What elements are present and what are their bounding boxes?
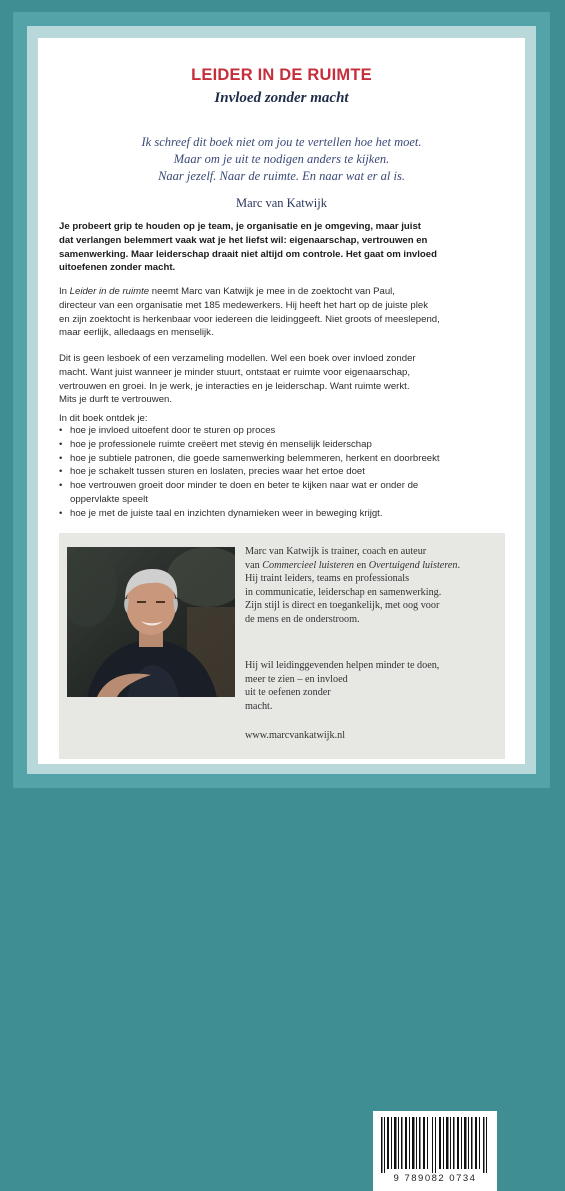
intro-line: samenwerking. Maar leiderschap draait niet altijd om controle. Het gaat om invloed <box>59 248 437 260</box>
mission-line: Hij wil leidinggevenden helpen minder te doen, <box>245 660 440 671</box>
bio-line: Marc van Katwijk is trainer, coach en auteur <box>245 546 427 557</box>
intro-line: uitoefenen zonder macht. <box>59 262 176 274</box>
back-cover-page <box>38 38 525 1184</box>
book-title: LEIDER IN DE RUIMTE <box>191 66 372 84</box>
book-subtitle: Invloed zonder macht <box>214 90 349 106</box>
purpose-paragraph <box>59 352 509 407</box>
purpose-line: macht. Want juist wanneer je minder stuurt, ontstaat er ruimte voor eigenaarschap, <box>59 366 411 378</box>
list-heading: In dit boek ontdek je: <box>59 413 148 424</box>
isbn-number: 9 789082 0734 <box>393 1173 477 1184</box>
quote-author: Marc van Katwijk <box>236 196 327 210</box>
bio-line: Hij traint leiders, teams en professionals <box>245 573 410 585</box>
book-reference: Overtuigend luisteren <box>368 559 458 571</box>
bio-line: Zijn stijl is direct en toegankelijk, met oog voor <box>245 600 440 612</box>
bio-line <box>245 559 495 573</box>
list-item: • hoe je schakelt tussen sturen en loslaten, precies waar het ertoe doet <box>59 465 509 479</box>
story-paragraph <box>59 285 509 340</box>
learning-list <box>59 424 509 521</box>
quote-line: Maar om je uit te nodigen anders te kijken. <box>173 152 390 166</box>
list-item: • hoe je invloed uitoefent door te sturen op proces <box>59 424 509 438</box>
bio-text: van <box>245 559 263 571</box>
quote-line: Ik schreef dit boek niet om jou te vertellen hoe het moet. <box>141 135 422 149</box>
list-item: • hoe vertrouwen groeit door minder te doen en beter te kijken naar wat er onder de <box>59 479 509 493</box>
book-title-inline: Leider in de ruimte <box>69 286 150 297</box>
book-reference: Commercieel luisteren <box>262 559 355 571</box>
intro-line: Je probeert grip te houden op je team, je organisatie en je omgeving, maar juist <box>59 221 421 232</box>
bio-line: in communicatie, leiderschap en samenwerking. <box>245 586 442 598</box>
bio-text: . <box>457 559 461 571</box>
list-item: • hoe je subtiele patronen, die goede samenwerking belemmeren, herkent en doorbreekt <box>59 452 509 466</box>
author-quote <box>38 134 525 185</box>
mission-line: uit te oefenen zonder <box>245 687 331 699</box>
author-section <box>59 533 505 1184</box>
mission-line: meer te zien – en invloed <box>245 673 348 685</box>
story-line <box>59 285 509 299</box>
quote-line: Naar jezelf. Naar de ruimte. En naar wat er al is. <box>158 169 405 183</box>
author-bio <box>245 545 495 627</box>
story-line: en zijn zoektocht is herkenbaar voor iedereen die leidinggeeft. Niet groots of meeslepend, <box>59 313 440 325</box>
list-item-continuation: oppervlakte speelt <box>70 493 148 505</box>
bio-text: en <box>354 559 369 571</box>
isbn-barcode <box>373 1111 497 1191</box>
intro-paragraph <box>59 220 509 275</box>
purpose-line: vertrouwen en groei. In je werk, je interacties en je leiderschap. Want ruimte werkt. <box>59 380 410 392</box>
author-mission <box>245 659 495 713</box>
list-item: • hoe je met de juiste taal en inzichten dynamieken weer in beweging krijgt. <box>59 507 509 521</box>
author-website: www.marcvankatwijk.nl <box>245 730 346 741</box>
barcode-bars <box>379 1117 491 1173</box>
mission-line: macht. <box>245 700 273 712</box>
intro-line: dat verlangen belemmert vaak wat je het liefst wil: eigenaarschap, vertrouwen en <box>59 234 428 246</box>
purpose-line: Dit is geen lesboek of een verzameling modellen. Wel een boek over invloed zonder <box>59 353 416 364</box>
story-line-prefix: In <box>59 286 70 297</box>
story-line: directeur van een organisatie met 185 medewerkers. Hij heeft het hart op de juiste plek <box>59 299 429 311</box>
author-photo <box>67 547 235 697</box>
list-item: • hoe je professionele ruimte creëert met stevig én menselijk leiderschap <box>59 438 509 452</box>
bio-line: de mens en de onderstroom. <box>245 613 360 625</box>
story-line-suffix: neemt Marc van Katwijk je mee in de zoektocht van Paul, <box>149 286 395 297</box>
purpose-line: Mits je durft te vertrouwen. <box>59 394 173 406</box>
story-line: maar eerlijk, alledaags en menselijk. <box>59 327 214 339</box>
